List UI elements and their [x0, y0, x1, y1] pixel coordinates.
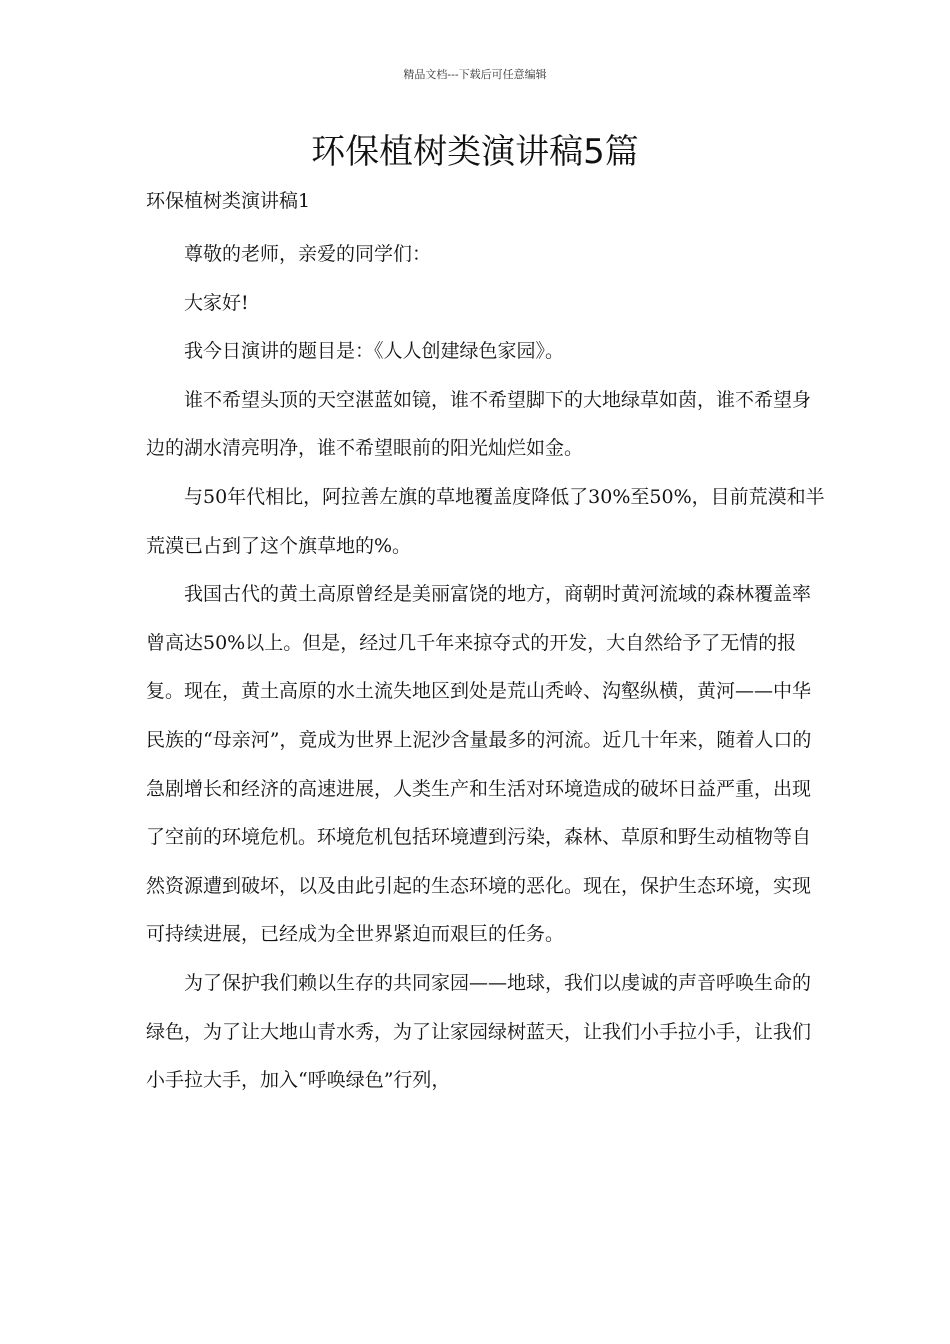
header-note: 精品文档---下载后可任意编辑	[403, 68, 547, 81]
paragraph-topic: 我今日演讲的题目是：《人人创建绿色家园》。	[184, 340, 565, 363]
paragraph-wishes: 谁不希望头顶的天空湛蓝如镜，谁不希望脚下的大地绿草如茵，谁不希望身边的湖水清亮明净，谁不希望眼前的阳光灿烂如金。	[146, 388, 812, 460]
paragraph-loess-plateau: 我国古代的黄土高原曾经是美丽富饶的地方，商朝时黄河流域的森林覆盖率曾高达50%以上。但是，经过几千年来掠夺式的开发，大自然给予了无情的报复。现在，黄土高原的水土流失地区到处是荒山秃岭、沟壑纵横，黄河——中华民族的“母亲河”，竟成为世界上泥沙含量最多的河流。近几十年来，随着人口的急剧增长和经济的高速进展，人类生产和生活对环境造成的破坏日益严重，出现了空前的环境危机。环境危机包括环境遭到污染，森林、草原和野生动植物等自然资源遭到破坏，以及由此引起的生态环境的恶化。现在，保护生态环境，实现可持续进展，已经成为全世界紧迫而艰巨的任务。	[146, 583, 812, 946]
document-title: 环保植树类演讲稿5篇	[311, 132, 639, 172]
paragraph-greeting: 尊敬的老师，亲爱的同学们：	[184, 243, 432, 265]
document-body	[146, 230, 826, 1105]
section-subtitle: 环保植树类演讲稿1	[146, 190, 311, 212]
paragraph-grassland: 与50年代相比，阿拉善左旗的草地覆盖度降低了30%至50%，目前荒漠和半荒漠已占到了这个旗草地的%。	[146, 485, 825, 557]
paragraph-hello: 大家好!	[184, 291, 249, 314]
paragraph-call-to-action: 为了保护我们赖以生存的共同家园——地球，我们以虔诚的声音呼唤生命的绿色，为了让大地山青水秀，为了让家园绿树蓝天，让我们小手拉小手，让我们小手拉大手，加入“呼唤绿色”行列，	[146, 971, 812, 1092]
